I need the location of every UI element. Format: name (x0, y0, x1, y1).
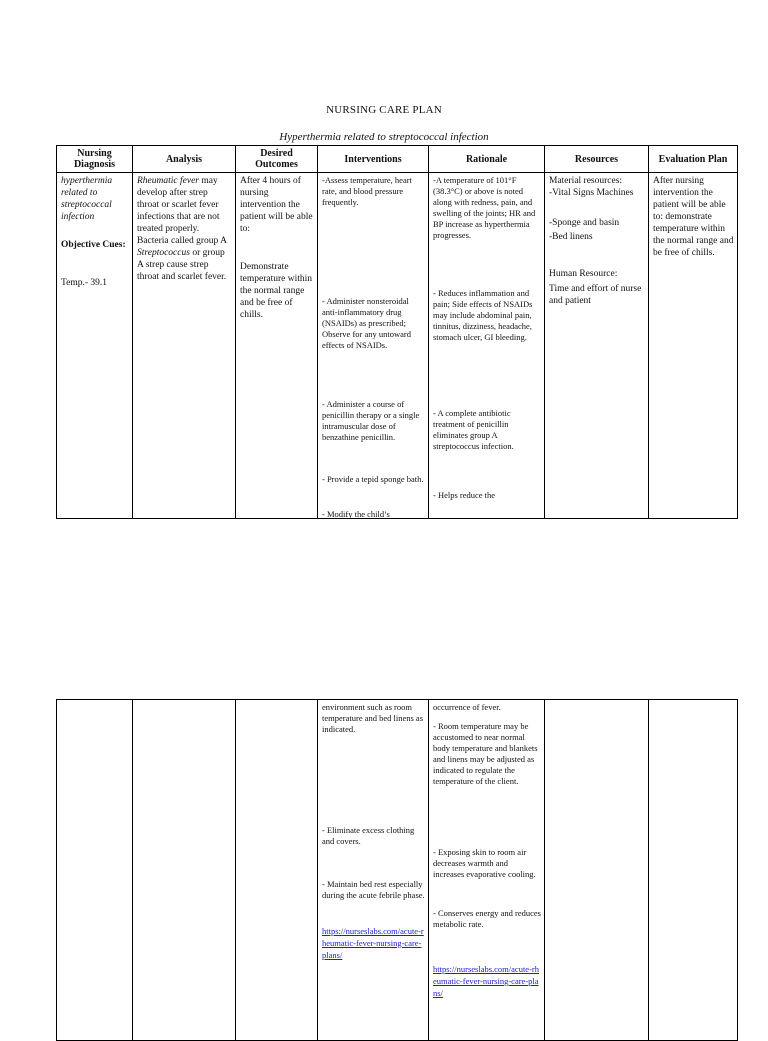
header-nursing-diagnosis: Nursing Diagnosis (57, 146, 133, 173)
interventions-cell (318, 173, 428, 518)
header-evaluation-plan: Evaluation Plan (649, 146, 738, 173)
header-desired-outcomes: Desired Outcomes (236, 146, 318, 173)
material-item: -Vital Signs Machines (549, 188, 634, 198)
table-row (57, 700, 738, 1041)
diagnosis-cell-cont (57, 700, 132, 1040)
intervention-item: - Administer a course of penicillin therapy or a single intramuscular dose of benzathine penicillin. (322, 399, 420, 442)
outcomes-part1: After 4 hours of nursing intervention the patient will be able to: (240, 176, 313, 234)
intervention-item: -Assess temperature, heart rate, and blood pressure frequently. (322, 175, 412, 207)
outcomes-part2: Demonstrate temperature within the normal range and be free of chills. (240, 262, 313, 320)
resources-cell-cont (545, 700, 648, 1040)
header-rationale: Rationale (429, 146, 545, 173)
rationale-item: - Helps reduce the (433, 490, 496, 500)
rationale-item: occurrence of fever. (433, 702, 501, 712)
diagnosis-text: hyperthermia related to streptococcal infection (61, 176, 113, 222)
header-analysis: Analysis (133, 146, 236, 173)
interventions-source-link[interactable]: https://nurseslabs.com/acute-rheumatic-fever-nursing-care-plans/ (322, 926, 424, 960)
rationale-item: - Room temperature may be accustomed to near normal body temperature and blankets and linens may be adjusted as indicated to regulate the temperature of the client. (433, 721, 538, 786)
rationale-cell (429, 173, 544, 518)
intervention-item: - Eliminate excess clothing and covers. (322, 825, 415, 846)
rationale-source-link[interactable]: https://nurseslabs.com/acute-rheumatic-fever-nursing-care-plans/ (433, 964, 539, 998)
material-item: -Sponge and basin (549, 218, 620, 228)
evaluation-cell-cont (649, 700, 737, 1040)
page-subtitle: Hyperthermia related to streptococcal infection (279, 131, 489, 143)
rationale-item: -A temperature of 101°F (38.3°C) or above is noted along with redness, pain, and swelling of the joints; HR and BP increase as hyperthermia progresses. (433, 175, 536, 240)
header-row (57, 146, 738, 173)
resources-cell (545, 173, 648, 518)
care-plan-continuation-table (56, 699, 738, 1041)
rationale-item: - Reduces inflammation and pain; Side effects of NSAIDs may include abdominal pain, tinnitus, dizziness, headache, stomach ulcer, GI bleeding. (433, 288, 533, 342)
material-resources-label: Material resources: (549, 176, 623, 186)
rationale-cell-cont (429, 700, 544, 1040)
intervention-item: - Administer nonsteroidal anti-inflammatory drug (NSAIDs) as prescribed; Observe for any untoward effects of NSAIDs. (322, 296, 411, 350)
analysis-cell (133, 173, 235, 518)
interventions-source-link-wrap (322, 926, 425, 962)
intervention-item: environment such as room temperature and bed linens as indicated. (322, 702, 424, 734)
care-plan-table (56, 145, 738, 519)
page-title: NURSING CARE PLAN (326, 104, 442, 116)
outcomes-cell-cont (236, 700, 317, 1040)
analysis-cell-cont (133, 700, 235, 1040)
diagnosis-cell (57, 173, 132, 518)
evaluation-cell (649, 173, 737, 518)
human-resource-text: Time and effort of nurse and patient (549, 284, 642, 306)
header-interventions: Interventions (318, 146, 429, 173)
objective-cues-label: Objective Cues: (61, 240, 126, 250)
material-item: -Bed linens (549, 232, 593, 242)
table-row (57, 173, 738, 519)
intervention-item: - Provide a tepid sponge bath. (322, 474, 424, 484)
interventions-cell-cont (318, 700, 428, 1040)
rationale-item: - Conserves energy and reduces metabolic rate. (433, 908, 541, 929)
evaluation-text: After nursing intervention the patient will be able to: demonstrate temperature within the normal range and be free of chills. (653, 176, 734, 258)
objective-temp: Temp.- 39.1 (61, 278, 108, 288)
intervention-item: - Modify the child’s (322, 509, 390, 518)
analysis-text: Rheumatic fever may develop after strep throat or scarlet fever infections that are not treated properly. Bacteria called group A Streptococcus or group A strep cause strep throat and scarlet fever. (137, 176, 227, 282)
rationale-item: - A complete antibiotic treatment of penicillin eliminates group A streptococcus infection. (433, 408, 514, 451)
rationale-source-link-wrap (433, 964, 541, 1000)
rationale-item: - Exposing skin to room air decreases warmth and increases evaporative cooling. (433, 847, 536, 879)
outcomes-cell (236, 173, 317, 518)
intervention-item: - Maintain bed rest especially during the acute febrile phase. (322, 879, 425, 900)
human-resource-label: Human Resource: (549, 269, 618, 279)
header-resources: Resources (545, 146, 649, 173)
